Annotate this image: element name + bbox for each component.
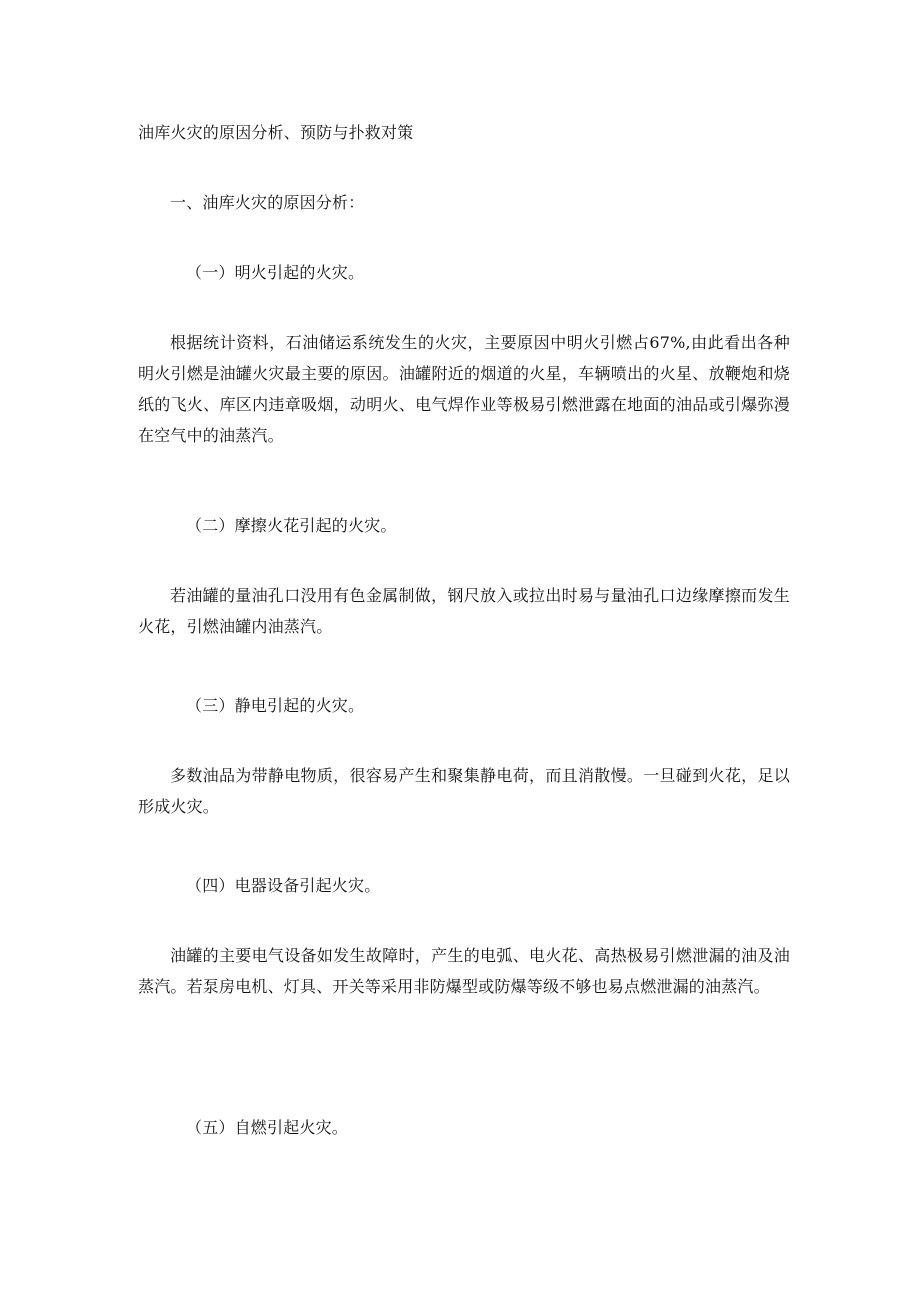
section-heading: 一、油库火灾的原因分析： [170,193,365,212]
subsection-heading: （一）明火引起的火灾。 [186,263,365,282]
document-title: 油库火灾的原因分析、预防与扑救对策 [138,123,414,142]
subsection-heading: （五）自燃引起火灾。 [186,1118,349,1137]
paragraph: 油罐的主要电气设备如发生故障时，产生的电弧、电火花、高热极易引燃泄漏的油及油蒸汽。若泵房电机、灯具、开关等采用非防爆型或防爆等级不够也易点燃泄漏的油蒸汽。 [138,946,790,996]
subsection-heading: （二）摩擦火花引起的火灾。 [186,516,397,535]
paragraph: 若油罐的量油孔口没用有色金属制做，钢尺放入或拉出时易与量油孔口边缘摩擦而发生火花，引燃油罐内油蒸汽。 [138,586,790,636]
paragraph: 多数油品为带静电物质，很容易产生和聚集静电荷，而且消散慢。一旦碰到火花，足以形成火灾。 [138,766,790,816]
paragraph: 根据统计资料，石油储运系统发生的火灾，主要原因中明火引燃占67%,由此看出各种明火引燃是油罐火灾最主要的原因。油罐附近的烟道的火星，车辆喷出的火星、放鞭炮和烧纸的飞火、库区内违章吸烟，动明火、电气焊作业等极易引燃泄露在地面的油品或引爆弥漫在空气中的油蒸汽。 [138,333,790,445]
subsection-heading: （三）静电引起的火灾。 [186,696,365,715]
subsection-heading: （四）电器设备引起火灾。 [186,876,381,895]
